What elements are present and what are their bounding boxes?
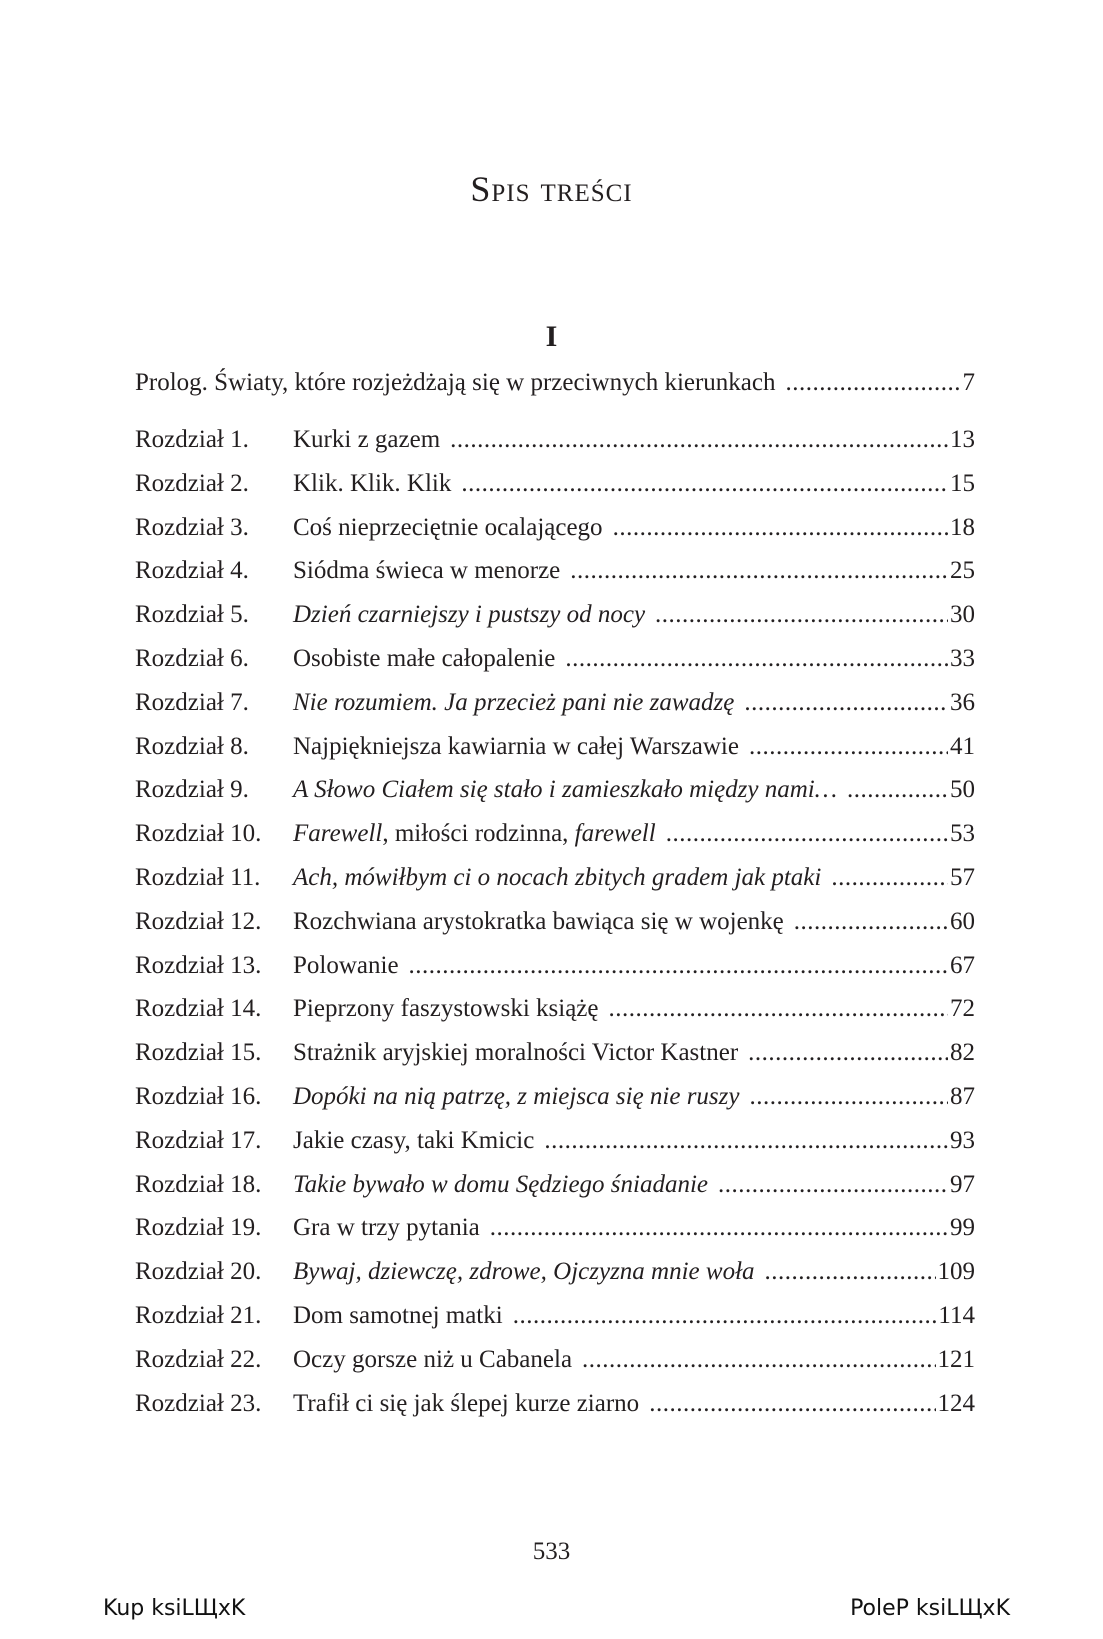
toc-title-segment: Najpiękniejsza kawiarnia w całej Warszawie bbox=[293, 732, 739, 760]
toc-entry-title bbox=[293, 1342, 572, 1378]
toc-entry-page: 67 bbox=[950, 951, 975, 979]
toc-entry-title bbox=[293, 1079, 739, 1115]
toc-entry-page: 53 bbox=[950, 820, 975, 848]
toc-entry-page: 30 bbox=[950, 601, 975, 629]
toc-leader-dots bbox=[582, 1342, 935, 1378]
toc-entry-chapter bbox=[135, 1386, 975, 1422]
toc-entry-number: Rozdział 2. bbox=[135, 469, 249, 497]
toc-entry-chapter bbox=[135, 1079, 975, 1115]
toc-title-segment: Oczy gorsze niż u Cabanela bbox=[293, 1345, 573, 1373]
toc-entry-chapter bbox=[135, 553, 975, 589]
toc-entry-chapter bbox=[135, 991, 975, 1027]
toc-entry-title bbox=[293, 597, 645, 633]
toc-entry-title bbox=[293, 466, 451, 502]
toc-entry-title bbox=[293, 1123, 534, 1159]
toc-entry-number: Rozdział 14. bbox=[135, 995, 262, 1023]
toc-title-segment: Pieprzony faszystowski książę bbox=[293, 995, 599, 1023]
toc-entry-page: 97 bbox=[950, 1170, 975, 1198]
toc-title-segment: Siódma świeca w menorze bbox=[293, 557, 561, 585]
toc-title-italic-segment: Farewell bbox=[293, 820, 383, 848]
toc-entry-chapter bbox=[135, 510, 975, 546]
toc-leader-dots bbox=[794, 904, 948, 940]
toc-entry-chapter bbox=[135, 816, 975, 852]
toc-entry-page: 93 bbox=[950, 1126, 975, 1154]
toc-entry-title bbox=[293, 860, 821, 896]
toc-entry-title bbox=[293, 422, 440, 458]
toc-entry-title bbox=[293, 1386, 639, 1422]
toc-title-italic-segment: Takie bywało w domu Sędziego śniadanie bbox=[293, 1170, 709, 1198]
toc-entry-chapter bbox=[135, 1210, 975, 1246]
toc-leader-dots bbox=[450, 422, 948, 458]
toc-entry-number: Rozdział 21. bbox=[135, 1302, 262, 1329]
toc-entry-number: Rozdział 6. bbox=[135, 645, 249, 672]
toc-entry-number: Rozdział 4. bbox=[135, 557, 249, 585]
toc-title-segment: Dom samotnej matki bbox=[293, 1302, 503, 1329]
toc-entry-title bbox=[293, 1254, 755, 1290]
toc-entry-prolog bbox=[135, 365, 975, 401]
toc-entry-number: Rozdział 13. bbox=[135, 951, 262, 979]
page-title: Spis treści bbox=[470, 169, 633, 209]
toc-entry-number: Rozdział 8. bbox=[135, 732, 249, 760]
toc-entry-page: 114 bbox=[938, 1302, 975, 1329]
toc-entry-chapter bbox=[135, 729, 975, 765]
toc-leader-dots bbox=[409, 948, 948, 984]
toc-entry-chapter bbox=[135, 860, 975, 896]
toc-entry-page: 15 bbox=[950, 469, 975, 497]
toc-entry-number: Rozdział 1. bbox=[135, 426, 249, 453]
toc-entry-title bbox=[293, 904, 784, 940]
toc-title-italic-segment: Dzień czarniejszy i pustszy od nocy bbox=[293, 601, 646, 629]
toc-entry-title: Prolog. Światy, które rozjeżdżają się w przeciwnych kierunkach bbox=[135, 369, 776, 396]
toc-leader-dots bbox=[748, 1035, 948, 1071]
toc-entry-title bbox=[293, 948, 399, 984]
part-heading: I bbox=[545, 320, 558, 353]
toc-leader-dots bbox=[655, 597, 948, 633]
toc-entry-number: Rozdział 19. bbox=[135, 1214, 262, 1242]
toc-leader-dots bbox=[718, 1167, 948, 1203]
toc-leader-dots bbox=[490, 1210, 948, 1246]
toc-entry-chapter bbox=[135, 466, 975, 502]
toc-leader-dots bbox=[749, 729, 948, 765]
toc-leader-dots bbox=[649, 1386, 935, 1422]
toc-title-italic-segment: A Słowo Ciałem się stało i zamieszkało między nami… bbox=[293, 776, 837, 804]
toc-title-italic-segment: Dopóki na nią patrzę, z miejsca się nie ruszy bbox=[293, 1083, 740, 1110]
toc-entry-number: Rozdział 15. bbox=[135, 1039, 262, 1067]
toc-leader-dots bbox=[613, 510, 948, 546]
toc-title-segment: Gra w trzy pytania bbox=[293, 1214, 480, 1242]
toc-entry-chapter bbox=[135, 685, 975, 721]
toc-entry-page: 13 bbox=[950, 426, 975, 453]
toc-entry-title bbox=[293, 510, 603, 546]
toc-title-segment: Rozchwiana arystokratka bawiąca się w wojenkę bbox=[293, 907, 784, 935]
toc-leader-dots bbox=[461, 466, 948, 502]
toc-entry-page: 109 bbox=[937, 1258, 975, 1286]
toc-entry-title bbox=[293, 1167, 708, 1203]
toc-title-italic-segment: Bywaj, dziewczę, zdrowe, Ojczyzna mnie woła bbox=[293, 1258, 755, 1286]
toc-entry-number: Rozdział 17. bbox=[135, 1126, 262, 1154]
toc-entry-chapter bbox=[135, 948, 975, 984]
toc-entry-number: Rozdział 12. bbox=[135, 907, 262, 935]
toc-title-italic-segment: Nie rozumiem. Ja przecież pani nie zawadzę bbox=[293, 688, 735, 716]
toc-entry-chapter bbox=[135, 1298, 975, 1334]
toc-title-segment: Klik. Klik. Klik bbox=[293, 469, 452, 497]
toc-entry-chapter bbox=[135, 1254, 975, 1290]
toc-title-italic-segment: Ach, mówiłbym ci o nocach zbitych gradem jak ptaki bbox=[293, 864, 822, 891]
footer-left-link[interactable]: Kup ksiLЩxK bbox=[103, 1596, 246, 1621]
toc-entry-page: 57 bbox=[950, 864, 975, 891]
toc-entry-page: 99 bbox=[950, 1214, 975, 1242]
toc-entry-title bbox=[293, 553, 560, 589]
toc-entry-chapter bbox=[135, 422, 975, 458]
toc-entry-chapter bbox=[135, 597, 975, 633]
toc-title-italic-segment: farewell bbox=[574, 820, 656, 848]
toc-entry-page: 72 bbox=[950, 995, 975, 1023]
toc-title-segment: Jakie czasy, taki Kmicic bbox=[293, 1126, 535, 1154]
toc-title-segment: Polowanie bbox=[293, 951, 399, 979]
toc-entry-page: 36 bbox=[950, 688, 975, 716]
toc-entry-page: 33 bbox=[950, 645, 975, 672]
toc-leader-dots bbox=[544, 1123, 948, 1159]
toc-entry-page: 18 bbox=[950, 513, 975, 541]
toc-leader-dots bbox=[744, 685, 948, 721]
toc-entry-title bbox=[293, 772, 837, 808]
toc-entry-page: 60 bbox=[950, 907, 975, 935]
toc-leader-dots bbox=[570, 553, 948, 589]
toc-entry-chapter bbox=[135, 1123, 975, 1159]
toc-entry-chapter bbox=[135, 1035, 975, 1071]
toc-entry-number: Rozdział 10. bbox=[135, 820, 262, 848]
toc-leader-dots bbox=[666, 816, 948, 852]
toc-leader-dots bbox=[513, 1298, 937, 1334]
toc-entry-number: Rozdział 3. bbox=[135, 513, 249, 541]
toc-entry-page: 7 bbox=[962, 369, 975, 396]
toc-entry-page: 124 bbox=[937, 1389, 975, 1417]
toc-title-segment: Kurki z gazem bbox=[293, 426, 441, 453]
page-number: 533 bbox=[532, 1538, 571, 1565]
toc-leader-dots bbox=[831, 860, 948, 896]
toc-entry-page: 87 bbox=[950, 1083, 975, 1110]
toc-entry-number: Rozdział 16. bbox=[135, 1083, 262, 1110]
toc-entry-page: 41 bbox=[950, 732, 975, 760]
toc-entry-page: 25 bbox=[950, 557, 975, 585]
toc-entry-title bbox=[293, 991, 598, 1027]
toc-title-segment: Osobiste małe całopalenie bbox=[293, 645, 556, 672]
toc-entry-page: 50 bbox=[950, 776, 975, 804]
toc-entry-chapter bbox=[135, 641, 975, 677]
toc-entry-number: Rozdział 20. bbox=[135, 1258, 262, 1286]
toc-entry-title bbox=[293, 729, 739, 765]
toc-entry-number: Rozdział 22. bbox=[135, 1345, 262, 1373]
toc-entry-number: Rozdział 7. bbox=[135, 688, 249, 716]
toc-leader-dots bbox=[749, 1079, 948, 1115]
toc-entry-title bbox=[293, 816, 656, 852]
toc-entry-chapter bbox=[135, 1342, 975, 1378]
footer-right-link[interactable]: PoleP ksiLЩxK bbox=[850, 1596, 1010, 1621]
toc-entry-page: 121 bbox=[937, 1345, 975, 1373]
toc-entry-title bbox=[293, 685, 734, 721]
toc-entry-number: Rozdział 23. bbox=[135, 1389, 262, 1417]
toc-entry-number: Rozdział 11. bbox=[135, 864, 261, 891]
toc-title-segment: Strażnik aryjskiej moralności Victor Kastner bbox=[293, 1039, 739, 1067]
toc-entry-number: Rozdział 5. bbox=[135, 601, 249, 629]
toc-entry-chapter bbox=[135, 1167, 975, 1203]
toc-entry-title bbox=[293, 1035, 738, 1071]
toc-entry-title bbox=[293, 641, 555, 677]
toc-entry-page: 82 bbox=[950, 1039, 975, 1067]
toc-leader-dots bbox=[565, 641, 948, 677]
toc-entry-chapter bbox=[135, 904, 975, 940]
toc-title-segment: , miłości rodzinna, bbox=[382, 820, 575, 848]
toc-entry-title bbox=[293, 1210, 480, 1246]
toc-entry-chapter bbox=[135, 772, 975, 808]
toc-title-segment: Trafił ci się jak ślepej kurze ziarno bbox=[293, 1389, 640, 1417]
toc-leader-dots bbox=[608, 991, 948, 1027]
toc-entry-number: Rozdział 9. bbox=[135, 776, 249, 804]
toc-leader-dots bbox=[786, 365, 961, 401]
toc-title-segment: Coś nieprzeciętnie ocalającego bbox=[293, 513, 603, 541]
toc-entry-title bbox=[293, 1298, 503, 1334]
toc-leader-dots bbox=[765, 1254, 936, 1290]
toc-leader-dots bbox=[847, 772, 948, 808]
toc-entry-number: Rozdział 18. bbox=[135, 1170, 262, 1198]
